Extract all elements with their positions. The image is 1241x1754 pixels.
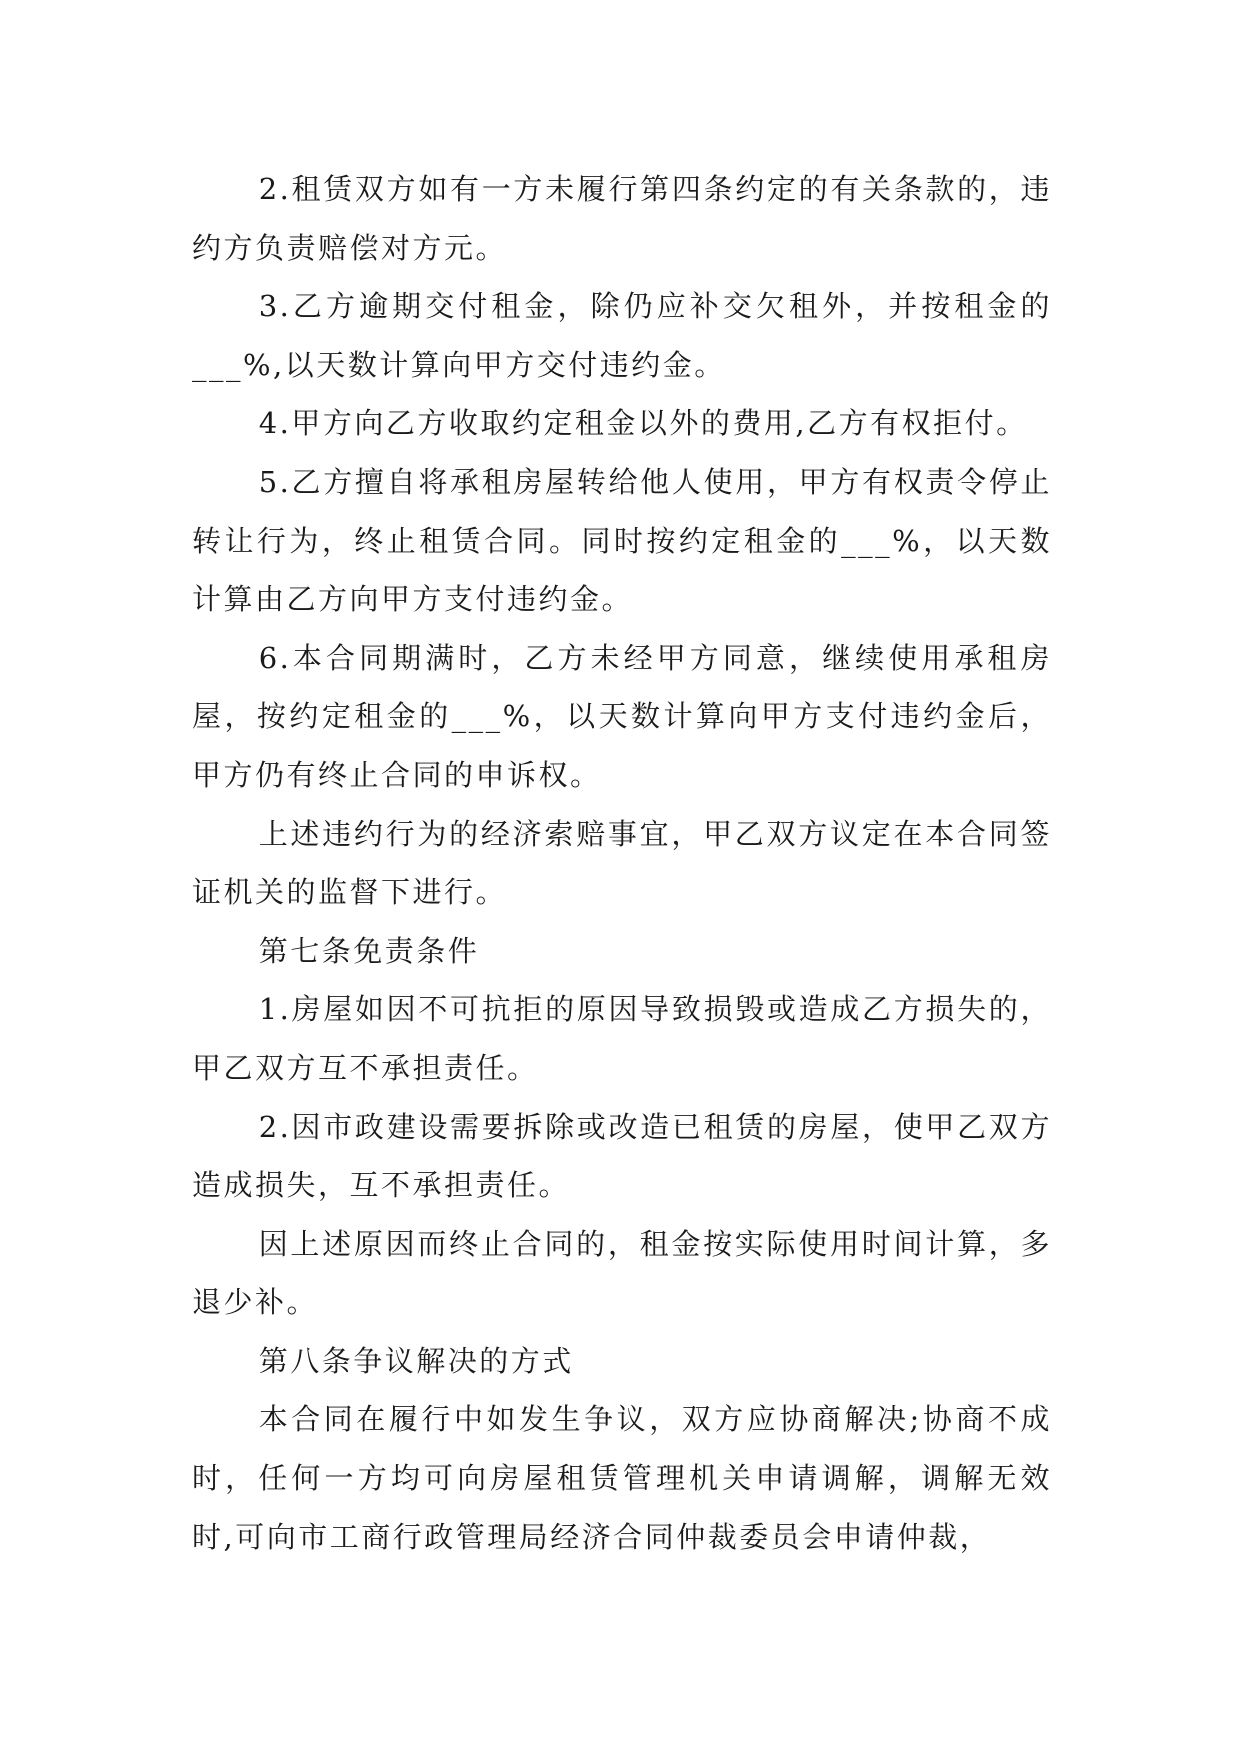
article-7-rent-settlement: 因上述原因而终止合同的，租金按实际使用时间计算，多退少补。 xyxy=(192,1226,1052,1320)
clause-2-breach-compensation: 2.租赁双方如有一方未履行第四条约定的有关条款的，违约方负责赔偿对方元。 xyxy=(192,172,1052,265)
article-7-heading: 第七条免责条件 xyxy=(258,933,480,968)
clause-4-extra-fees: 4.甲方向乙方收取约定租金以外的费用,乙方有权拒付。 xyxy=(258,406,1028,441)
clause-3-late-rent-penalty: 3.乙方逾期交付租金，除仍应补交欠租外，并按租金的___%,以天数计算向甲方交付违约金。 xyxy=(192,289,1052,382)
clause-6-overstay: 6.本合同期满时，乙方未经甲方同意，继续使用承租房屋，按约定租金的___%，以天数计算向甲方支付违约金后，甲方仍有终止合同的申诉权。 xyxy=(192,640,1052,792)
article-7-clause-2: 2.因市政建设需要拆除或改造已租赁的房屋，使甲乙双方造成损失，互不承担责任。 xyxy=(192,1109,1052,1203)
clause-5-unauthorized-sublet: 5.乙方擅自将承租房屋转给他人使用，甲方有权责令停止转让行为，终止租赁合同。同时按约定租金的___%，以天数计算由乙方向甲方支付违约金。 xyxy=(192,464,1052,617)
article-8-heading: 第八条争议解决的方式 xyxy=(258,1343,574,1378)
document-page xyxy=(192,160,1052,1566)
breach-claims-note: 上述违约行为的经济索赔事宜，甲乙双方议定在本合同签证机关的监督下进行。 xyxy=(192,816,1052,910)
article-8-dispute-resolution: 本合同在履行中如发生争议，双方应协商解决;协商不成时，任何一方均可向房屋租赁管理机关申请调解，调解无效时,可向市工商行政管理局经济合同仲裁委员会申请仲裁， xyxy=(192,1402,1052,1554)
article-7-clause-1: 1.房屋如因不可抗拒的原因导致损毁或造成乙方损失的，甲乙双方互不承担责任。 xyxy=(192,992,1052,1085)
